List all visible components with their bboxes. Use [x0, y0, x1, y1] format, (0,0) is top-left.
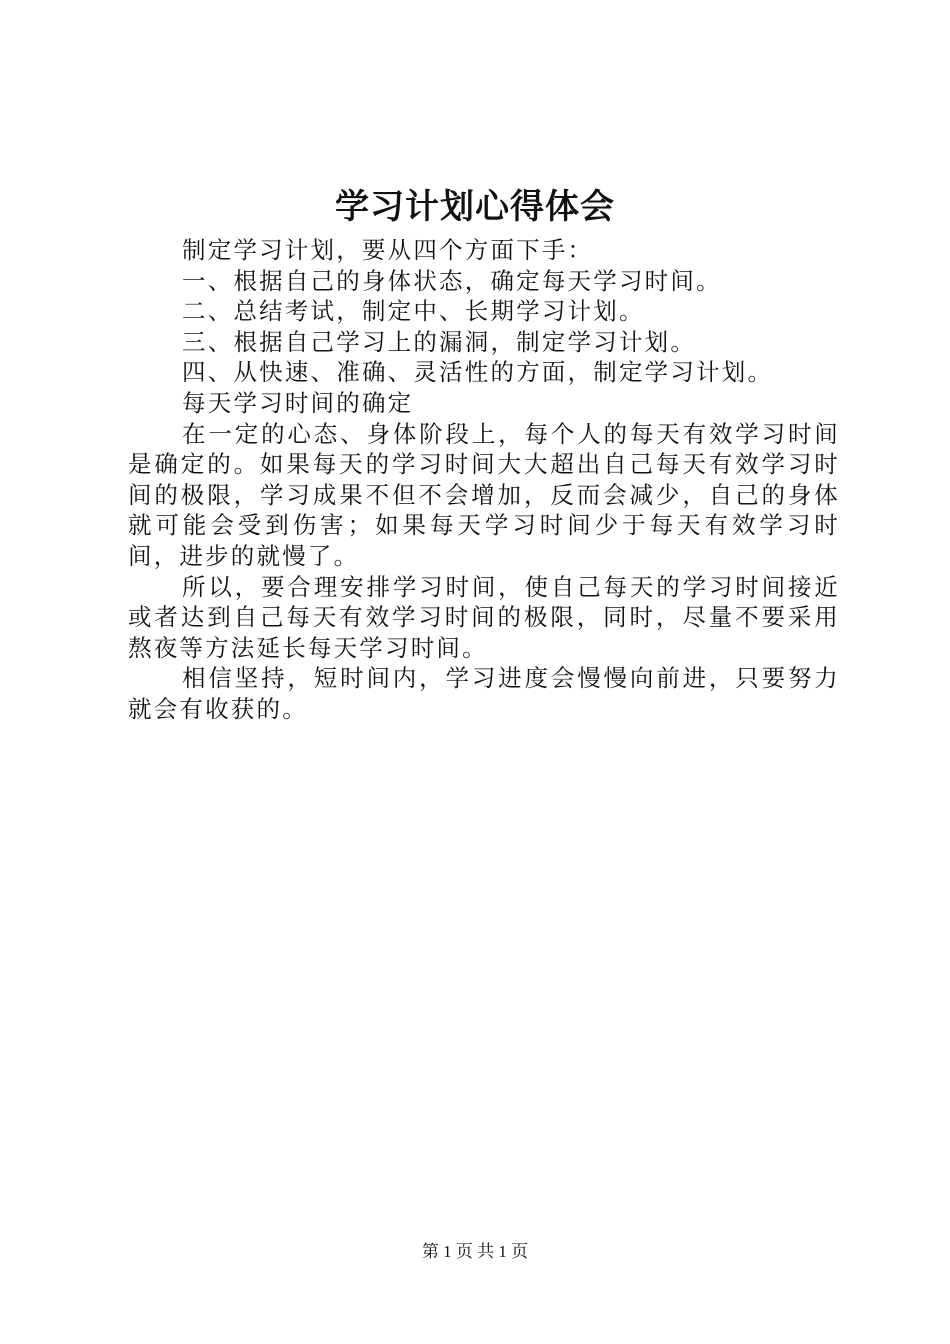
- paragraph: 四、从快速、准确、灵活性的方面，制定学习计划。: [182, 358, 774, 387]
- paragraph: 相信坚持，短时间内，学习进度会慢慢向前进，只要努力就会有收获的。: [128, 664, 840, 723]
- paragraph: 制定学习计划，要从四个方面下手：: [182, 236, 594, 264]
- paragraph: 三、根据自己学习上的漏洞，制定学习计划。: [182, 327, 697, 356]
- page-footer: 第 1 页 共 1 页: [421, 1242, 529, 1261]
- document-title: 学习计划心得体会: [335, 187, 615, 227]
- paragraph: 在一定的心态、身体阶段上，每个人的每天有效学习时间是确定的。如果每天的学习时间大大超出自己每天有效学习时间的极限，学习成果不但不会增加，反而会减少，自己的身体就可能会受到伤害；如果每天学习时间少于每天有效学习时间，进步的就慢了。: [128, 419, 840, 570]
- section-heading: 每天学习时间的确定: [182, 388, 414, 417]
- document-body: [128, 235, 840, 725]
- paragraph: 二、总结考试，制定中、长期学习计划。: [182, 297, 645, 326]
- paragraph: 所以，要合理安排学习时间，使自己每天的学习时间接近或者达到自己每天有效学习时间的极限，同时，尽量不要采用熬夜等方法延长每天学习时间。: [128, 572, 840, 662]
- paragraph: 一、根据自己的身体状态，确定每天学习时间。: [182, 266, 722, 295]
